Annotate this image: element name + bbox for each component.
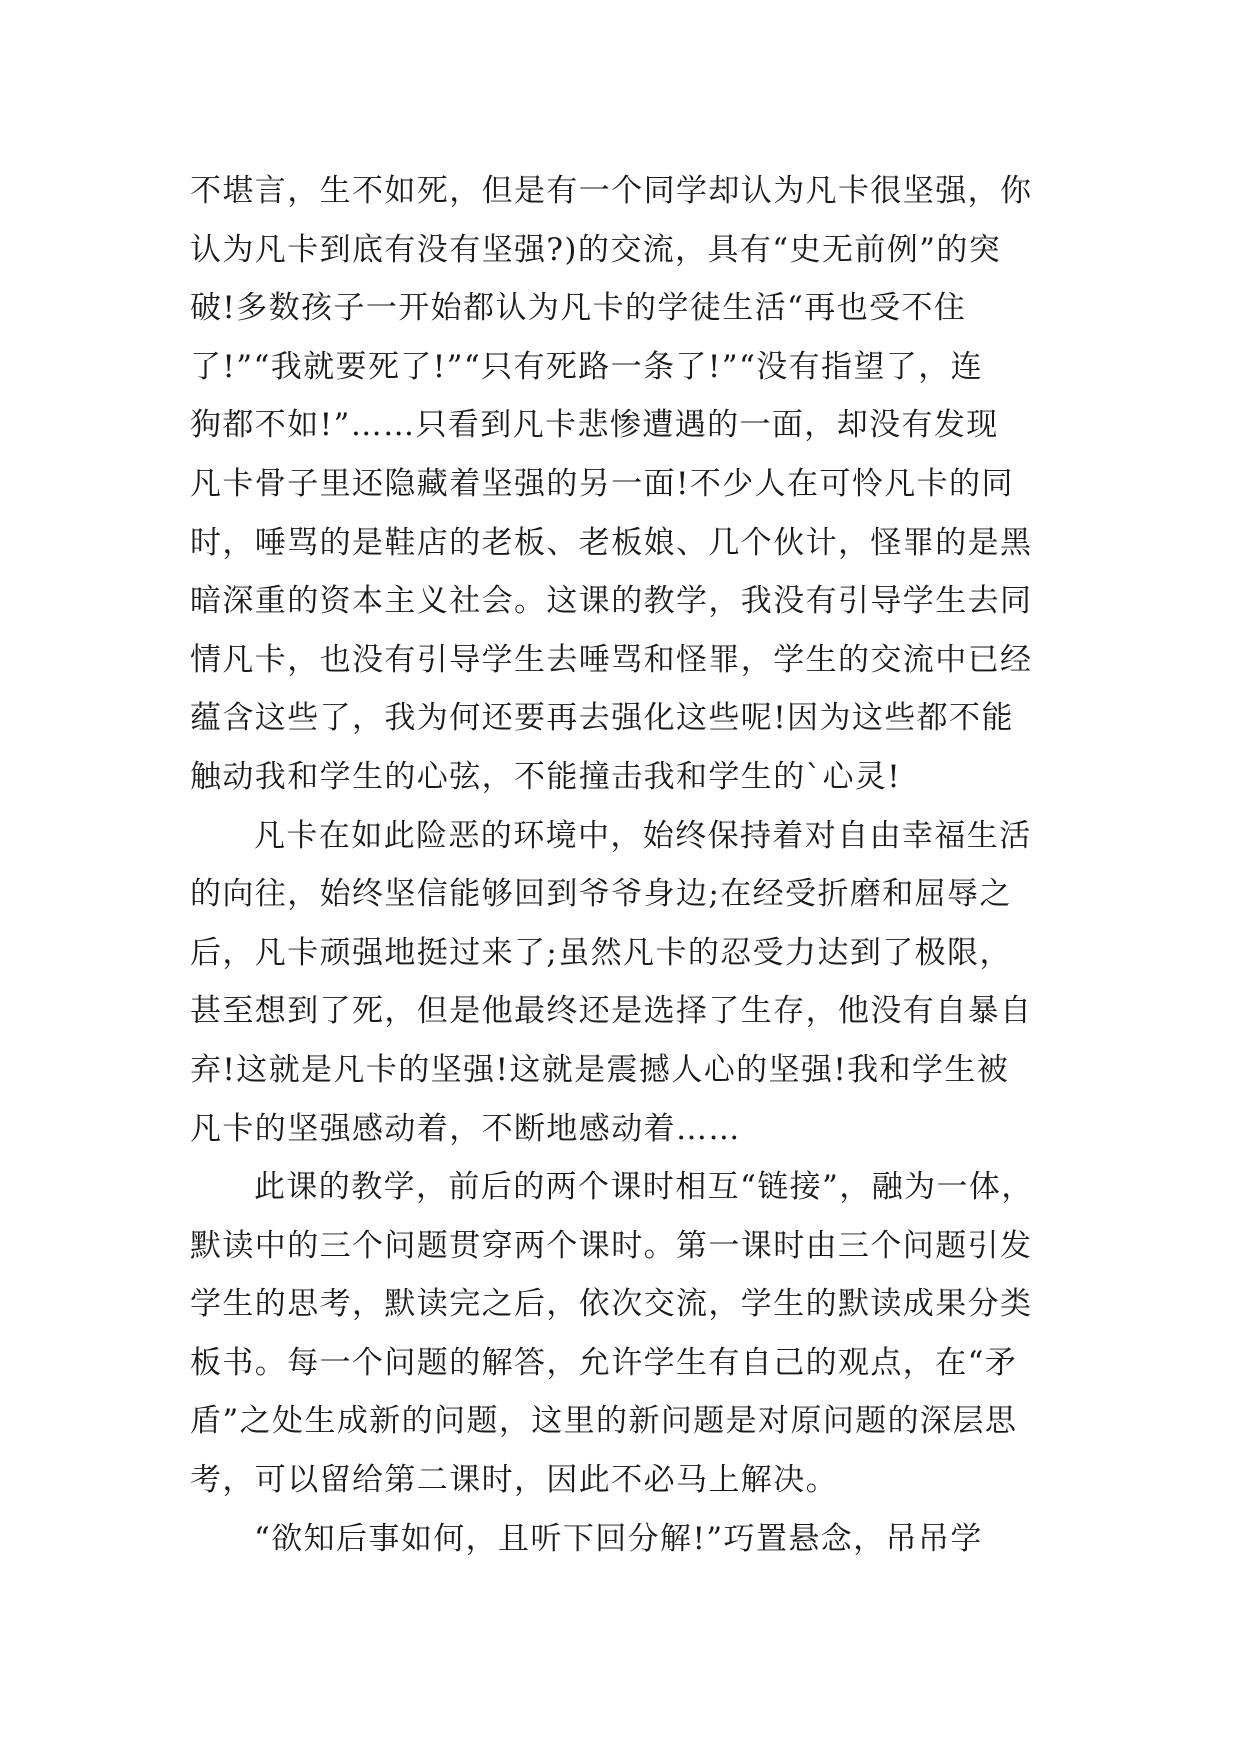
- text-line: 狗都不如!”……只看到凡卡悲惨遭遇的一面，却没有发现: [190, 407, 999, 444]
- text-line: 破!多数孩子一开始都认为凡卡的学徒生活“再也受不住: [190, 290, 967, 327]
- text-line: 凡卡骨子里还隐藏着坚强的另一面!不少人在可怜凡卡的同: [190, 465, 1014, 502]
- text-line: 了!”“我就要死了!”“只有死路一条了!”“没有指望了，连: [190, 348, 984, 385]
- text-line: 后，凡卡顽强地挺过来了;虽然凡卡的忍受力达到了极限，: [190, 934, 1012, 971]
- text-line: 凡卡的坚强感动着，不断地感动着……: [190, 1110, 741, 1147]
- text-line: 不堪言，生不如死，但是有一个同学却认为凡卡很坚强，你: [190, 173, 1033, 209]
- paragraph-first-line: “欲知后事如何，且听下回分解!”巧置悬念，吊吊学: [254, 1520, 983, 1557]
- text-line: 情凡卡，也没有引导学生去唾骂和怪罪，学生的交流中已经: [190, 641, 1033, 678]
- text-line: 板书。每一个问题的解答，允许学生有自己的观点，在“矛: [190, 1344, 1018, 1381]
- document-body: [190, 162, 1070, 1568]
- text-line: 默读中的三个问题贯穿两个课时。第一课时由三个问题引发: [190, 1227, 1033, 1264]
- text-line: 蕴含这些了，我为何还要再去强化这些呢!因为这些都不能: [190, 700, 1014, 737]
- text-line: 的向往，始终坚信能够回到爷爷身边;在经受折磨和屈辱之: [190, 876, 1012, 913]
- text-line: 甚至想到了死，但是他最终还是选择了生存，他没有自暴自: [190, 993, 1033, 1030]
- text-line: 弃!这就是凡卡的坚强!这就是震撼人心的坚强!我和学生被: [190, 1051, 1010, 1088]
- paragraph-first-line: 凡卡在如此险恶的环境中，始终保持着对自由幸福生活: [254, 817, 1032, 854]
- text-line: 考，可以留给第二课时，因此不必马上解决。: [190, 1462, 838, 1499]
- text-line: 认为凡卡到底有没有坚强?)的交流，具有“史无前例”的突: [190, 231, 1002, 268]
- paragraph-first-line: 此课的教学，前后的两个课时相互“链接”，融为一体，: [254, 1169, 1034, 1206]
- text-line: 触动我和学生的心弦，不能撞击我和学生的`心灵!: [190, 758, 902, 795]
- text-line: 学生的思考，默读完之后，依次交流，学生的默读成果分类: [190, 1286, 1033, 1323]
- text-line: 盾”之处生成新的问题，这里的新问题是对原问题的深层思: [190, 1403, 1018, 1440]
- text-line: 时，唾骂的是鞋店的老板、老板娘、几个伙计，怪罪的是黑: [190, 524, 1033, 561]
- text-line: 暗深重的资本主义社会。这课的教学，我没有引导学生去同: [190, 583, 1033, 620]
